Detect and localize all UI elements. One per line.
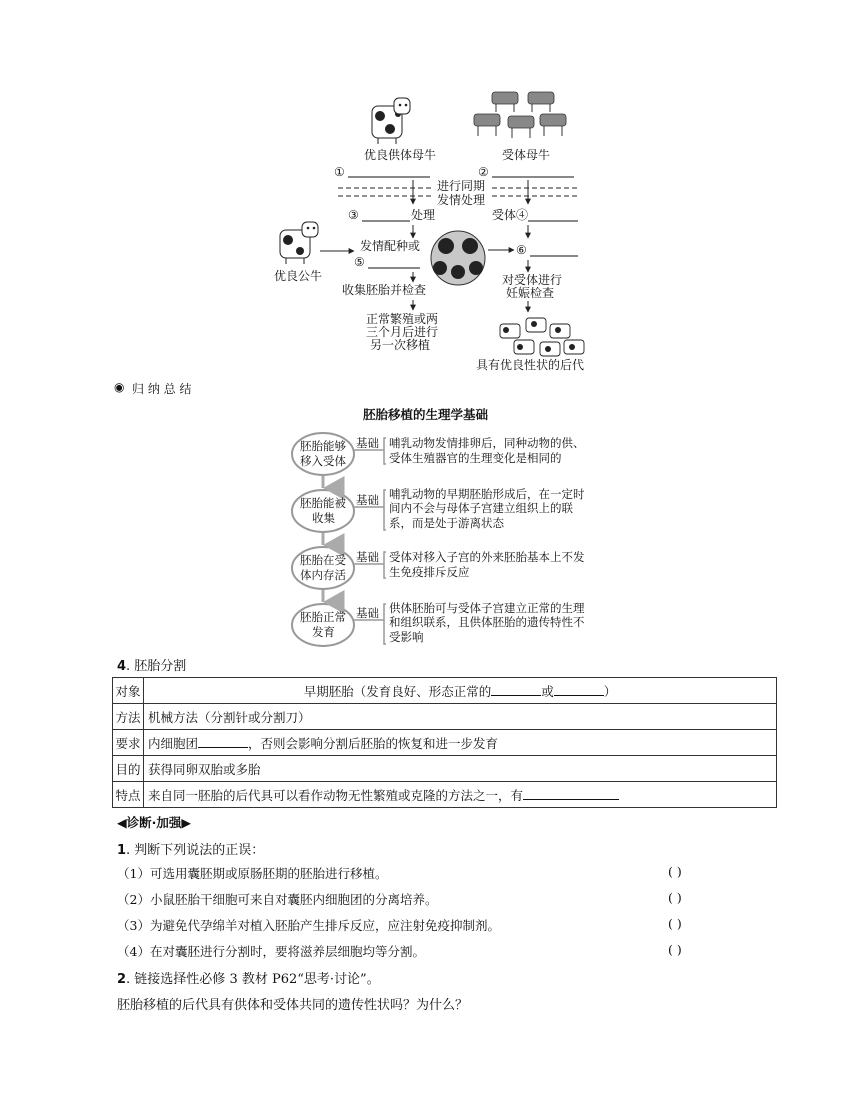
row-1-text-1: 哺乳动物发情排卵后，同种动物的供、: [389, 436, 585, 450]
object-or: 或: [541, 683, 554, 699]
row-value: 机械方法（分割针或分割刀）: [144, 704, 777, 730]
q1-item-1: （1）可选用囊胚期或原肠胚期的胚胎进行移植。: [117, 866, 388, 881]
object-close: ）: [603, 683, 617, 699]
row-key: 对象: [113, 678, 144, 704]
q2-body: 胚胎移植的后代具有供体和受体共同的遗传性状吗？为什么？: [117, 998, 469, 1013]
q1-item-4: （4）在对囊胚进行分割时，要将滋养层细胞均等分割。: [117, 944, 425, 959]
row-key: 要求: [113, 730, 144, 756]
recipient-cows-icon: [474, 92, 566, 138]
answer-paren-2[interactable]: ( ): [668, 890, 682, 905]
blank-3[interactable]: [198, 735, 248, 748]
summary-title: 胚胎移植的生理学基础: [363, 407, 489, 422]
blank-4[interactable]: [523, 787, 619, 800]
node-3-line-1: 胚胎在受: [300, 553, 346, 567]
pregnancy-label-1: 对受体进行: [502, 273, 563, 287]
feature-text: 来自同一胚胎的后代具可以看作动物无性繁殖或克隆的方法之一，有: [148, 787, 524, 803]
step6-marker: ⑥: [516, 243, 527, 257]
row-key: 方法: [113, 704, 144, 730]
row-2-text-3: 系，而是处于游离状态: [389, 516, 504, 530]
node-1-line-1: 胚胎能够: [300, 439, 346, 453]
table-row: [113, 756, 777, 782]
row-value: [144, 782, 777, 808]
donor-cow-label: 优良供体母牛: [364, 148, 437, 162]
basis-label-2: 基础: [356, 493, 379, 507]
step2-marker: ②: [478, 165, 489, 179]
pregnancy-label-2: 妊娠检查: [506, 286, 555, 300]
answer-paren-3[interactable]: ( ): [668, 916, 682, 931]
row-4-text-1: 供体胚胎可与受体子宫建立正常的生理: [389, 601, 585, 615]
q1-item-3: （3）为避免代孕绵羊对植入胚胎产生排斥反应，应注射免疫抑制剂。: [117, 918, 500, 933]
node-2-line-2: 收集: [312, 511, 335, 525]
step5-marker: ⑤: [354, 255, 365, 269]
node-4-line-1: 胚胎正常: [300, 610, 346, 624]
requirement-text: 内细胞团: [148, 735, 199, 751]
table-row: [113, 704, 777, 730]
summary-bullet: ◉: [114, 380, 125, 394]
mating-label: 发情配种或: [360, 239, 421, 253]
bull-label: 优良公牛: [274, 269, 323, 283]
offspring-cows-icon: [500, 318, 584, 356]
bull-icon: [280, 222, 318, 264]
basis-label-1: 基础: [356, 436, 379, 450]
recipient4-label: 受体④: [492, 208, 529, 222]
step3-suffix: 处理: [411, 208, 436, 222]
basis-label-4: 基础: [356, 606, 379, 620]
object-text: 早期胚胎（发育良好、形态正常的: [303, 683, 492, 699]
table-row: [113, 730, 777, 756]
sync-label-1: 进行同期: [437, 179, 486, 193]
basis-label-3: 基础: [356, 550, 379, 564]
answer-paren-1[interactable]: ( ): [668, 864, 682, 879]
row-1-text-2: 受体生殖器官的生理变化是相同的: [389, 451, 562, 465]
q1-number: 1: [117, 843, 127, 858]
blank-1[interactable]: [491, 683, 541, 696]
q2-number: 2: [117, 972, 127, 987]
blank-2[interactable]: [554, 683, 604, 696]
row-2-text-1: 哺乳动物的早期胚胎形成后，在一定时: [389, 487, 585, 501]
table-row: [113, 782, 777, 808]
embryo-transfer-flow-diagram: [270, 88, 600, 378]
row-key: 特点: [113, 782, 144, 808]
recipient-cows-label: 受体母牛: [502, 148, 551, 162]
row-value: [144, 730, 777, 756]
offspring-label: 具有优良性状的后代: [476, 358, 585, 372]
q2-text: . 链接选择性必修 3 教材 P62“思考·讨论”。: [126, 972, 380, 987]
node-3-line-2: 体内存活: [300, 568, 346, 582]
sync-label-2: 发情处理: [437, 193, 486, 207]
step1-marker: ①: [334, 165, 345, 179]
donor-cow-icon: [372, 98, 410, 144]
embryo-splitting-table: [112, 677, 777, 808]
embryo-dish-icon: [431, 231, 485, 285]
rebreed-label-3: 另一次移植: [370, 338, 431, 352]
section4-title: . 胚胎分割: [126, 659, 187, 674]
node-4-line-2: 发育: [312, 625, 335, 639]
diagnosis-title: ◀诊断·加强▶: [117, 815, 191, 830]
q1-heading: [117, 839, 264, 858]
summary-heading: 归 纳 总 结: [132, 382, 192, 396]
section4-heading: [117, 655, 186, 674]
row-4-text-2: 和组织联系，且供体胚胎的遗传特性不: [389, 615, 585, 629]
row-value: [144, 678, 777, 704]
row-key: 目的: [113, 756, 144, 782]
physiology-basis-diagram: [290, 428, 610, 650]
node-1-line-2: 移入受体: [300, 454, 346, 468]
row-value: 获得同卵双胎或多胎: [144, 756, 777, 782]
q1-item-2: （2）小鼠胚胎干细胞可来自对囊胚内细胞团的分离培养。: [117, 892, 438, 907]
section4-number: 4: [117, 659, 127, 674]
step3-marker: ③: [348, 208, 359, 222]
rebreed-label-1: 正常繁殖或两: [366, 312, 439, 326]
collect-label: 收集胚胎并检查: [342, 283, 427, 297]
row-2-text-2: 间内不会与母体子宫建立组织上的联: [389, 501, 573, 515]
rebreed-label-2: 三个月后进行: [366, 325, 439, 339]
row-3-text-1: 受体对移入子宫的外来胚胎基本上不发: [389, 550, 585, 564]
q2-heading: [117, 968, 380, 987]
node-2-line-1: 胚胎能被: [300, 496, 346, 510]
row-4-text-3: 受影响: [389, 630, 424, 644]
q1-text: . 判断下列说法的正误：: [126, 843, 265, 858]
answer-paren-4[interactable]: ( ): [668, 942, 682, 957]
requirement-rest: ，否则会影响分割后胚胎的恢复和进一步发育: [248, 735, 499, 751]
row-3-text-2: 生免疫排斥反应: [389, 565, 470, 579]
table-row: [113, 678, 777, 704]
